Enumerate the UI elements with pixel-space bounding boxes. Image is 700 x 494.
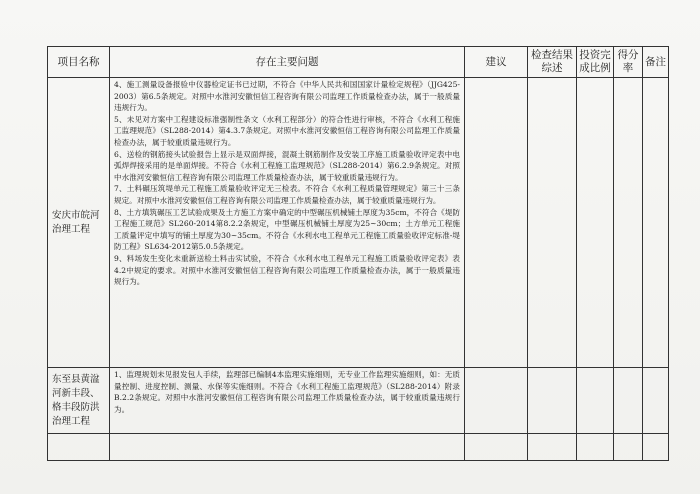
empty-cell bbox=[528, 434, 577, 461]
issue-item: 1、监理规划未见报发包人手续，监理部已编制4本监理实施细则，无专业工作监理实施细则，如：无质量控制、进度控制、测量、水保等实施细则。不符合《水利工程施工监理规范》（SL288-2014）附录B.2.2条规定。对照中水淮河安徽恒信工程咨询有限公司监理工作质量检查办法，属于较重质量违规行为。 bbox=[114, 370, 460, 414]
empty-cell bbox=[465, 434, 528, 461]
issues-cell bbox=[110, 78, 465, 368]
issue-item: 6、送检的钢筋接头试验报告上显示是双面焊接，混凝土钢筋制作及安装工序施工质量验收评定表中电弧焊焊接采用的是单面焊接。不符合《水利工程施工监理规范》（SL288-2014）第6.2.9条规定。对照中水淮河安徽恒信工程咨询有限公司监理工作质量检查办法，属于较重质量违规行为。 bbox=[114, 149, 460, 182]
header-note: 备注 bbox=[643, 47, 669, 78]
invest-cell bbox=[577, 368, 614, 434]
advice-cell bbox=[465, 368, 528, 434]
empty-cell bbox=[110, 434, 465, 461]
issues-cell bbox=[110, 368, 465, 434]
header-invest: 投资完成比例 bbox=[577, 47, 614, 78]
issue-item: 5、未见对方案中工程建设标准强制性条文（水利工程部分）的符合性进行审核，不符合《水利工程施工监理规范》（SL288-2014）第4.3.7条规定。对照中水淮河安徽恒信工程咨询有限公司监理工作质量检查办法，属于较重质量违规行为。 bbox=[114, 114, 460, 147]
empty-cell bbox=[643, 434, 669, 461]
header-row bbox=[48, 47, 669, 78]
table-row bbox=[48, 434, 669, 461]
score-cell bbox=[614, 368, 643, 434]
review-cell bbox=[528, 368, 577, 434]
project-name: 安庆市皖河治理工程 bbox=[48, 78, 110, 368]
empty-cell bbox=[48, 434, 110, 461]
empty-cell bbox=[614, 434, 643, 461]
score-cell bbox=[614, 78, 643, 368]
header-score: 得分率 bbox=[614, 47, 643, 78]
note-cell bbox=[643, 368, 669, 434]
issue-item: 7、土料碾压筑堤单元工程施工质量验收评定无三检表。不符合《水利工程质量管理规定》第三十三条规定。对照中水淮河安徽恒信工程咨询有限公司监理工作质量检查办法，属于较重质量违规行为。 bbox=[114, 184, 460, 205]
empty-cell bbox=[577, 434, 614, 461]
header-project: 项目名称 bbox=[48, 47, 110, 78]
header-advice: 建议 bbox=[465, 47, 528, 78]
header-review: 检查结果综述 bbox=[528, 47, 577, 78]
table-row bbox=[48, 368, 669, 434]
inspection-table bbox=[47, 46, 669, 461]
issue-item: 8、土方填筑碾压工艺试验成果及土方施工方案中确定的中型碾压机械铺土厚度为35cm，不符合《堤防工程施工规范》SL260-2014第8.2.2条规定，中型碾压机械铺土厚度为25~30cm；土方单元工程施工质量评定中填写的铺土厚度为30~35cm。不符合《水利水电工程单元工程施工质量验收评定标准-堤防工程》SL634-2012第5.0.5条规定。 bbox=[114, 207, 460, 252]
review-cell bbox=[528, 78, 577, 368]
header-issues: 存在主要问题 bbox=[110, 47, 465, 78]
table-row bbox=[48, 78, 669, 368]
note-cell bbox=[643, 78, 669, 368]
invest-cell bbox=[577, 78, 614, 368]
project-name: 东至县黄湓河新丰段、格丰段防洪治理工程 bbox=[48, 368, 110, 434]
issue-item: 9、料场发生变化未重新送检土料击实试验，不符合《水利水电工程单元工程施工质量验收评定表》表4.2中规定的要求。对照中水淮河安徽恒信工程咨询有限公司监理工作质量检查办法，属于一般质量违规行为。 bbox=[114, 253, 460, 287]
issue-item: 4、施工测量设备报验中仪器检定证书已过期，不符合《中华人民共和国国家计量检定规程》（JJG425-2003）第6.5条规定。对照中水淮河安徽恒信工程咨询有限公司监理工作质量检查办法，属于一般质量违规行为。 bbox=[114, 80, 460, 113]
advice-cell bbox=[465, 78, 528, 368]
